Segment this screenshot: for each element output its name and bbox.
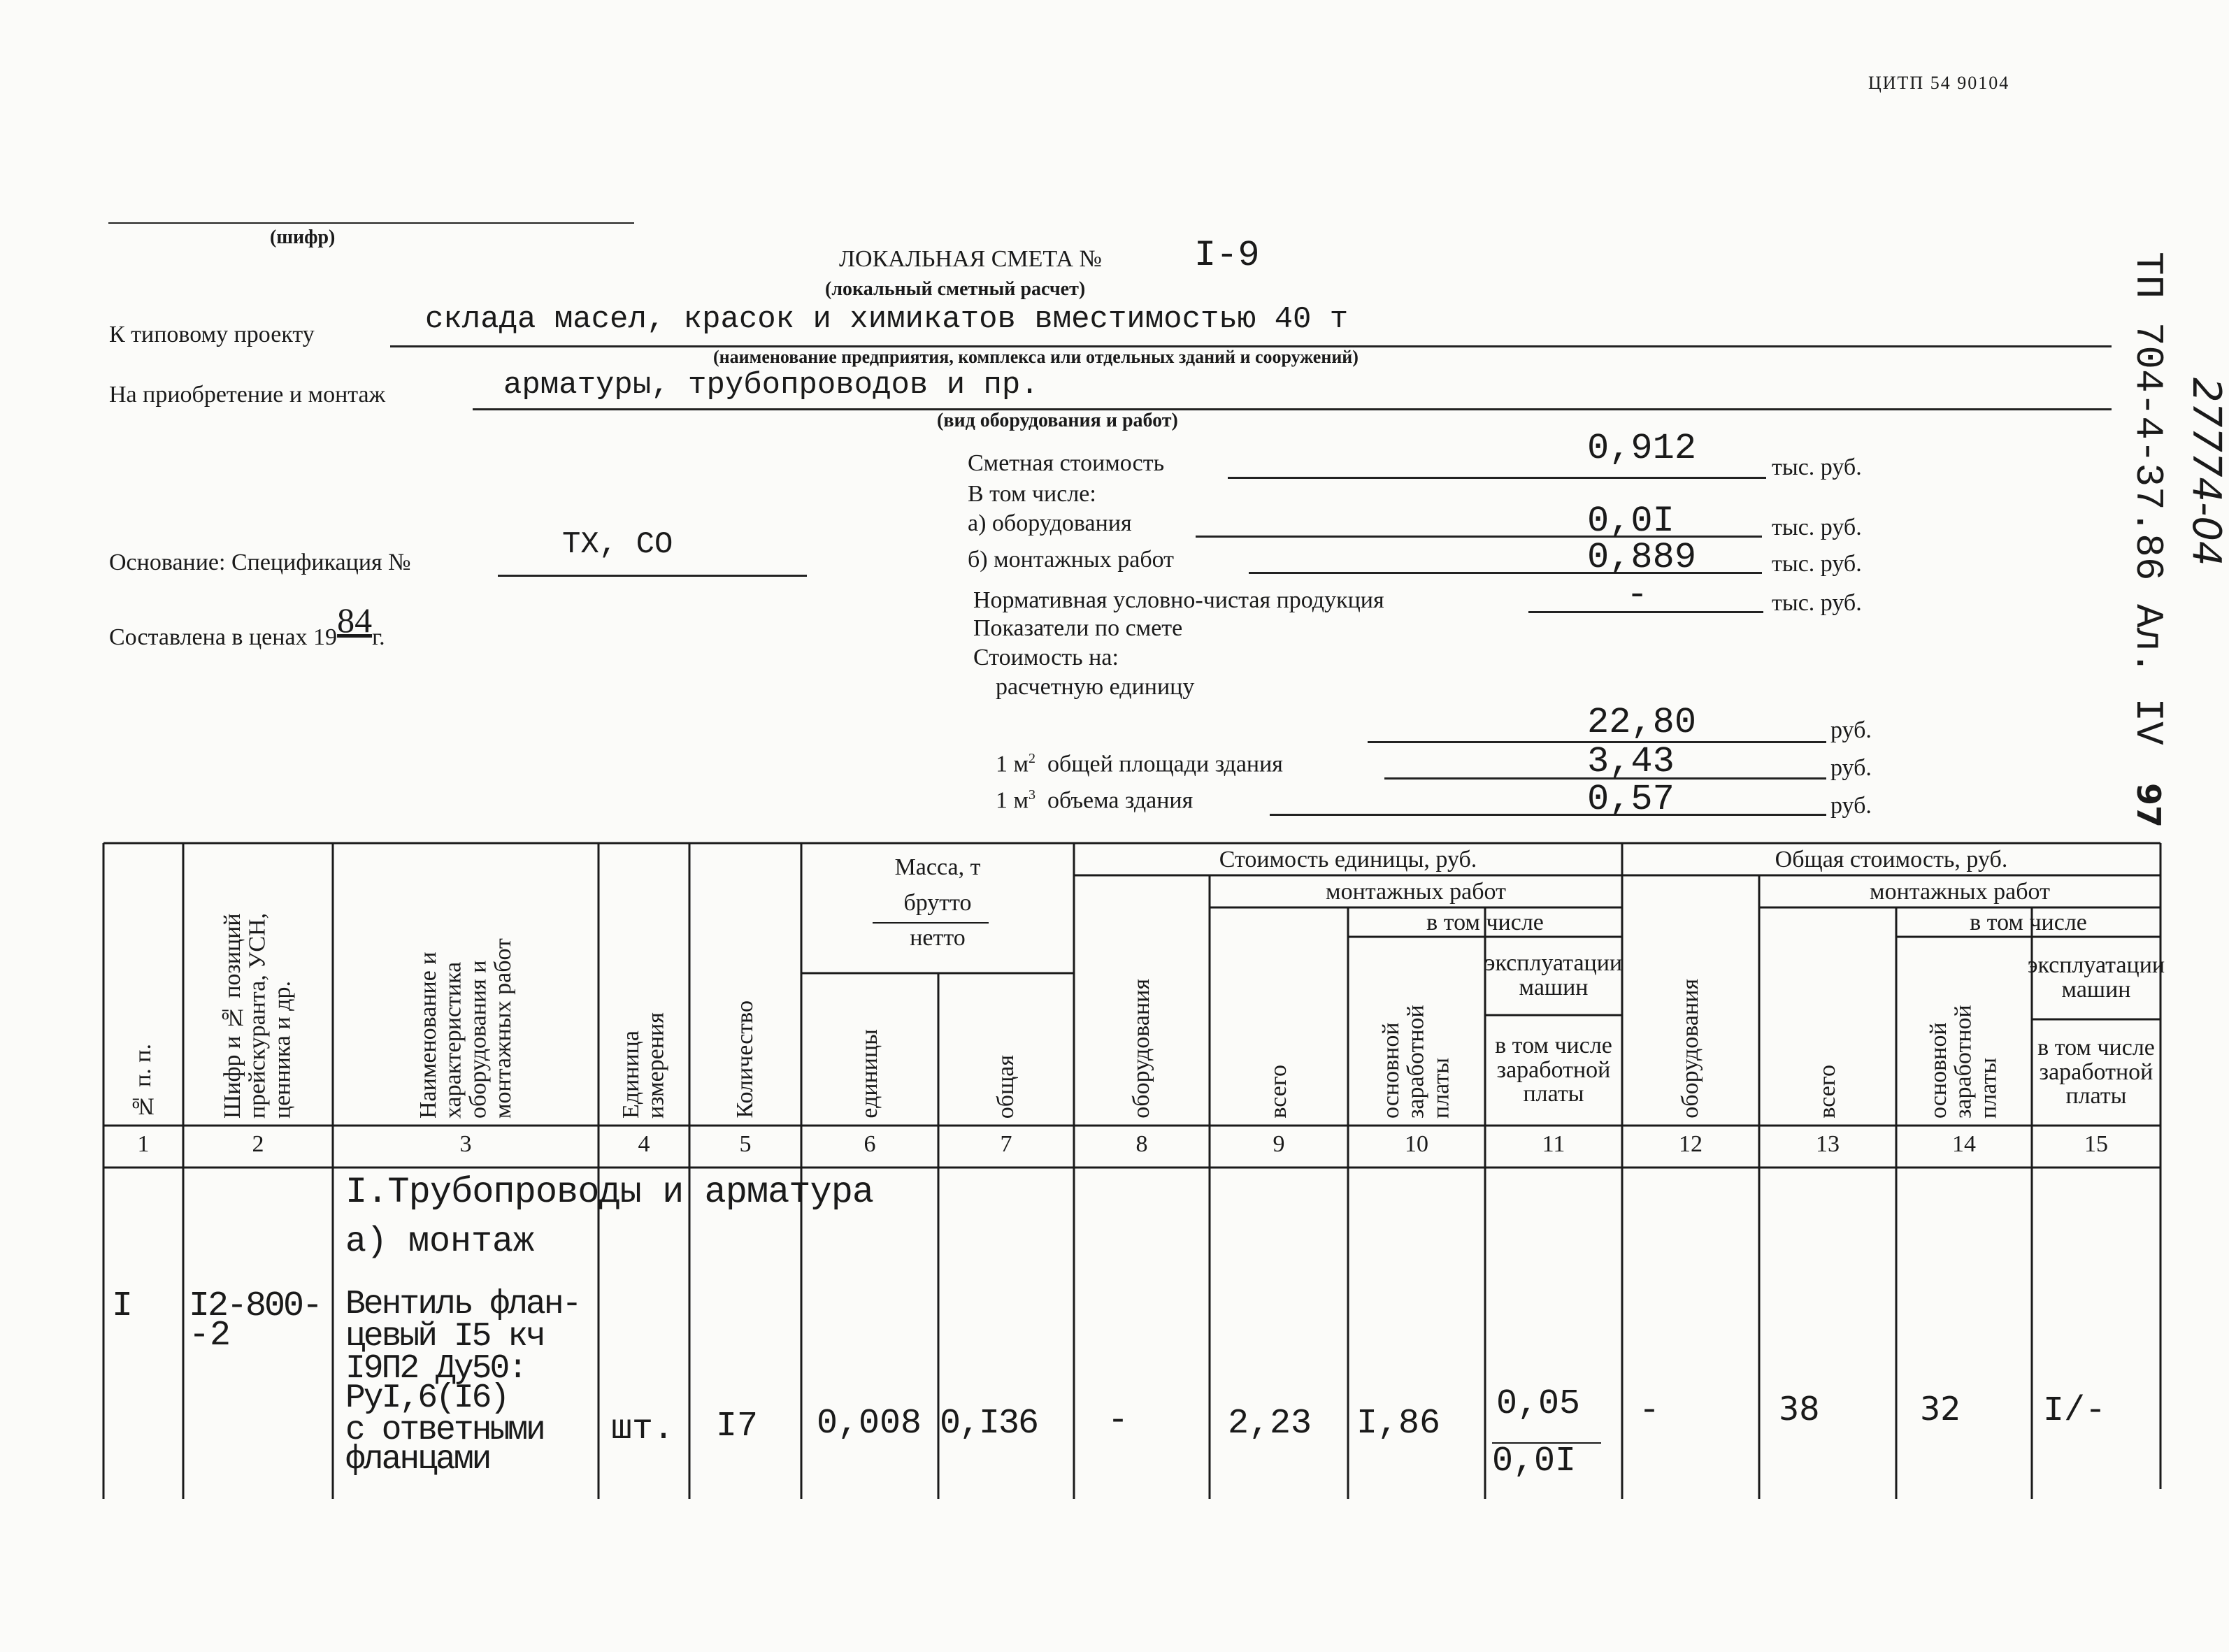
- prices-label-post: г.: [372, 624, 385, 650]
- purchase-line: [473, 408, 2112, 410]
- col-number: 6: [863, 1131, 876, 1157]
- row-total-total: 38: [1779, 1390, 1820, 1428]
- header-mass-total: общая: [993, 1054, 1019, 1119]
- area-sup: 2: [1029, 751, 1036, 766]
- header-total-incl: в том числе: [1970, 909, 2087, 935]
- including-label: В том числе:: [968, 481, 1096, 507]
- project-caption: (наименование предприятия, комплекса или отдельных зданий и сооружений): [713, 347, 1359, 367]
- row-total-wages: 32: [1920, 1390, 1961, 1428]
- basis-value: ТХ, СО: [562, 527, 673, 562]
- col-number: 2: [252, 1131, 264, 1157]
- row-machines: 0,05: [1496, 1384, 1581, 1424]
- col-number: 3: [459, 1131, 472, 1157]
- header-name: Наименование и характеристика оборудования и монтажных работ: [415, 938, 516, 1119]
- row-name-4: РуI,6(I6): [345, 1379, 508, 1417]
- header-num: № п. п.: [130, 1043, 157, 1119]
- cipher-line: [108, 222, 634, 224]
- header-unit-wages: основной заработной платы: [1378, 1005, 1454, 1119]
- cipher-caption: (шифр): [270, 227, 336, 248]
- row-name-2: цевый I5 кч: [345, 1318, 544, 1356]
- section-title: I.Трубопроводы и арматура: [345, 1172, 874, 1213]
- side-inventory: 27774-04: [2184, 378, 2229, 566]
- col-number: 14: [1952, 1131, 1976, 1157]
- prices-year: 84: [337, 601, 373, 640]
- volume-value: 0,57: [1587, 779, 1675, 820]
- area-label: [996, 751, 1283, 777]
- row-total-machines: I/-: [2043, 1391, 2107, 1431]
- purchase-caption: (вид оборудования и работ): [937, 410, 1178, 431]
- estimate-number: I-9: [1194, 235, 1260, 276]
- col-number: 1: [137, 1131, 150, 1157]
- calc-unit-unit: руб.: [1830, 717, 1872, 743]
- install-cost-unit: тыс. руб.: [1772, 551, 1862, 577]
- header-unit: Единица измерения: [618, 1012, 669, 1119]
- estimated-cost-value: 0,912: [1587, 428, 1697, 469]
- header-total-wages: основной заработной платы: [1926, 1005, 2002, 1119]
- header-total-total: всего: [1814, 1065, 1841, 1119]
- row-equipment: -: [1108, 1401, 1129, 1441]
- row-total-equipment: -: [1639, 1391, 1661, 1431]
- norm-product-value: -: [1626, 575, 1649, 616]
- col-number: 7: [1000, 1131, 1012, 1157]
- equipment-cost-label: а) оборудования: [968, 510, 1132, 536]
- col-number: 13: [1816, 1131, 1840, 1157]
- side-page: 97: [2130, 783, 2167, 828]
- basis-line: [498, 575, 807, 577]
- header-gross: брутто: [903, 889, 972, 916]
- header-unit-total: всего: [1266, 1065, 1292, 1119]
- row-wages: I,86: [1356, 1404, 1441, 1444]
- row-name-3: I9П2 Ду50:: [345, 1350, 526, 1388]
- install-cost-value: 0,889: [1587, 537, 1697, 578]
- estimated-cost-label: Сметная стоимость: [968, 450, 1165, 476]
- volume-sup: 3: [1029, 787, 1036, 803]
- header-cipher: Шифр и № позиций прейскуранта, УСН, ценника и др.: [220, 912, 296, 1119]
- header-unit-machines: эксплуатации машин: [1484, 950, 1623, 1000]
- header-total-machine-wages: в том числе заработной платы: [2037, 1034, 2155, 1109]
- row-cipher-1: I2-800-: [189, 1286, 322, 1326]
- prices-label-pre: Составлена в ценах 19: [109, 624, 338, 650]
- header-mass: Масса, т: [894, 854, 981, 880]
- project-value: склада масел, красок и химикатов вместимостью 40 т: [425, 302, 1349, 337]
- project-label: К типовому проекту: [109, 322, 315, 347]
- volume-prefix: 1 м: [996, 787, 1029, 814]
- estimated-cost-line: [1228, 477, 1766, 479]
- header-total-install: монтажных работ: [1870, 878, 2050, 905]
- col-number: 4: [638, 1131, 650, 1157]
- purchase-label: На приобретение и монтаж: [109, 382, 386, 408]
- volume-label: [996, 787, 1193, 814]
- area-prefix: 1 м: [996, 751, 1029, 777]
- calc-unit-label: расчетную единицу: [996, 674, 1195, 700]
- prices-label: [109, 601, 385, 653]
- col-number: 5: [739, 1131, 752, 1157]
- row-name-6: фланцами: [345, 1441, 490, 1479]
- header-unit-equipment: оборудования: [1128, 979, 1155, 1119]
- volume-unit: руб.: [1830, 793, 1872, 819]
- row-num: I: [112, 1286, 134, 1326]
- header-total-machines: эксплуатации машин: [2027, 952, 2165, 1003]
- indicators-label: Показатели по смете: [973, 615, 1183, 641]
- norm-product-label: Нормативная условно-чистая продукция: [973, 587, 1384, 613]
- row-unit: шт.: [611, 1409, 675, 1449]
- volume-line: [1270, 814, 1826, 816]
- col-number: 11: [1542, 1131, 1565, 1157]
- purchase-value: арматуры, трубопроводов и пр.: [503, 368, 1039, 403]
- col-number: 9: [1273, 1131, 1285, 1157]
- estimate-subtitle: (локальный сметный расчет): [825, 278, 1086, 300]
- row-mass-total: 0,I36: [940, 1404, 1038, 1444]
- col-number: 10: [1405, 1131, 1428, 1157]
- install-cost-label: б) монтажных работ: [968, 547, 1175, 573]
- header-unit-incl: в том числе: [1426, 909, 1544, 935]
- row-mass-unit: 0,008: [817, 1404, 922, 1444]
- area-unit: руб.: [1830, 755, 1872, 781]
- header-total-equipment: оборудования: [1677, 979, 1704, 1119]
- area-value: 3,43: [1587, 741, 1675, 782]
- col-number: 8: [1135, 1131, 1148, 1157]
- estimated-cost-unit: тыс. руб.: [1772, 454, 1862, 480]
- equipment-cost-value: 0,0I: [1587, 501, 1675, 542]
- side-code: ТП 704-4-37.86 Ал. IV: [2126, 252, 2170, 745]
- header-mass-unit: единицы: [857, 1029, 883, 1119]
- header-total-cost: Общая стоимость, руб.: [1775, 846, 2008, 872]
- subsection-title: а) монтаж: [345, 1222, 535, 1262]
- header-unit-cost: Стоимость единицы, руб.: [1219, 846, 1477, 872]
- doc-code: ЦИТП 54 90104: [1868, 73, 2010, 93]
- row-machine-wages: 0,0I: [1492, 1442, 1577, 1481]
- row-total: 2,23: [1228, 1404, 1312, 1444]
- header-unit-install: монтажных работ: [1326, 878, 1506, 905]
- basis-label: Основание: Спецификация №: [109, 550, 411, 575]
- volume-text: объема здания: [1047, 787, 1194, 814]
- row-name-1: Вентиль флан-: [345, 1286, 580, 1323]
- equipment-cost-unit: тыс. руб.: [1772, 515, 1862, 540]
- norm-product-unit: тыс. руб.: [1772, 590, 1862, 616]
- header-unit-machine-wages: в том числе заработной платы: [1495, 1032, 1612, 1107]
- row-cipher-2: -2: [189, 1316, 231, 1356]
- header-net: нетто: [910, 924, 966, 951]
- col-number: 15: [2084, 1131, 2108, 1157]
- col-number: 12: [1679, 1131, 1703, 1157]
- area-text: общей площади здания: [1047, 751, 1283, 777]
- row-name-5: с ответными: [345, 1412, 544, 1449]
- estimate-title: ЛОКАЛЬНАЯ СМЕТА №: [839, 246, 1102, 272]
- row-qty: I7: [716, 1407, 759, 1446]
- calc-unit-value: 22,80: [1587, 702, 1697, 743]
- cost-per-label: Стоимость на:: [973, 645, 1119, 670]
- header-qty: Количество: [732, 1000, 759, 1119]
